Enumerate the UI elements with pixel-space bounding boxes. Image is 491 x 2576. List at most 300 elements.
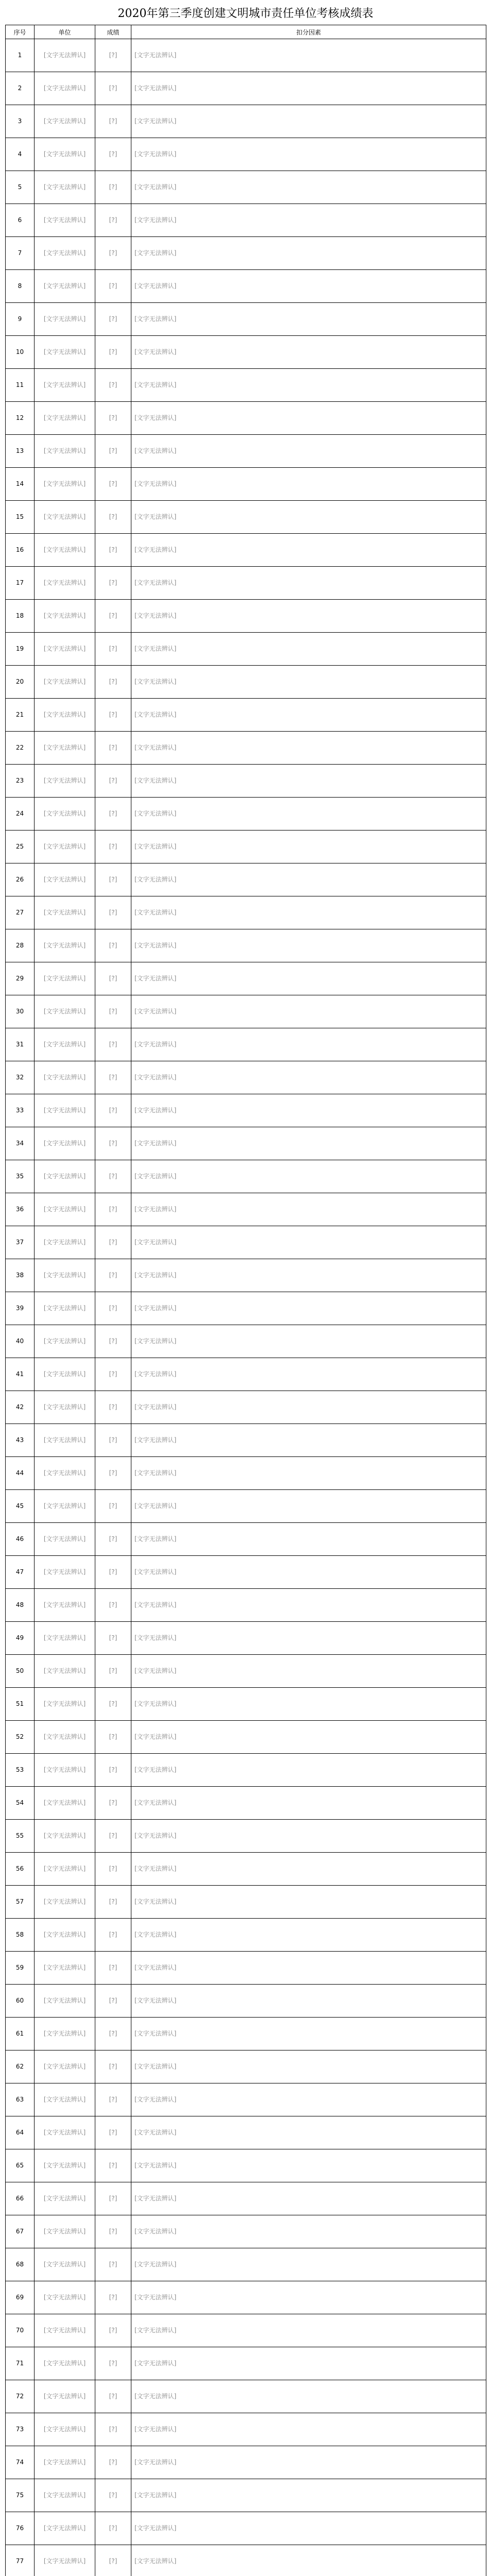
- table-row: [6, 1259, 486, 1292]
- cell-reason: [文字无法辨认]: [131, 995, 486, 1028]
- cell-unit: [文字无法辨认]: [35, 1292, 95, 1325]
- cell-reason: [文字无法辨认]: [131, 1094, 486, 1127]
- cell-unit: [文字无法辨认]: [35, 1226, 95, 1259]
- cell-unit: [文字无法辨认]: [35, 39, 95, 72]
- cell-score: [?]: [95, 1259, 131, 1292]
- cell-reason: [文字无法辨认]: [131, 600, 486, 633]
- cell-no: 76: [6, 2512, 35, 2545]
- cell-unit: [文字无法辨认]: [35, 2314, 95, 2347]
- cell-unit: [文字无法辨认]: [35, 303, 95, 336]
- cell-unit: [文字无法辨认]: [35, 402, 95, 435]
- cell-no: 36: [6, 1193, 35, 1226]
- cell-unit: [文字无法辨认]: [35, 1688, 95, 1721]
- cell-no: 24: [6, 798, 35, 831]
- cell-no: 54: [6, 1787, 35, 1820]
- table-row: [6, 1787, 486, 1820]
- cell-reason: [文字无法辨认]: [131, 1721, 486, 1754]
- cell-no: 64: [6, 2116, 35, 2149]
- cell-score: [?]: [95, 1853, 131, 1886]
- cell-reason: [文字无法辨认]: [131, 2380, 486, 2413]
- cell-no: 21: [6, 699, 35, 732]
- cell-unit: [文字无法辨认]: [35, 1919, 95, 1952]
- cell-unit: [文字无法辨认]: [35, 72, 95, 105]
- cell-reason: [文字无法辨认]: [131, 2018, 486, 2050]
- cell-unit: [文字无法辨认]: [35, 171, 95, 204]
- cell-no: 1: [6, 39, 35, 72]
- table-row: [6, 270, 486, 303]
- cell-unit: [文字无法辨认]: [35, 468, 95, 501]
- table-row: [6, 2149, 486, 2182]
- cell-score: [?]: [95, 567, 131, 600]
- cell-score: [?]: [95, 2149, 131, 2182]
- cell-reason: [文字无法辨认]: [131, 2116, 486, 2149]
- table-row: [6, 1358, 486, 1391]
- table-row: [6, 1028, 486, 1061]
- cell-reason: [文字无法辨认]: [131, 303, 486, 336]
- cell-reason: [文字无法辨认]: [131, 2545, 486, 2576]
- cell-reason: [文字无法辨认]: [131, 1886, 486, 1919]
- table-row: [6, 666, 486, 699]
- cell-score: [?]: [95, 1490, 131, 1523]
- cell-no: 28: [6, 929, 35, 962]
- header-reason: 扣分因素: [131, 25, 486, 39]
- table-row: [6, 435, 486, 468]
- cell-reason: [文字无法辨认]: [131, 501, 486, 534]
- cell-no: 45: [6, 1490, 35, 1523]
- cell-score: [?]: [95, 2281, 131, 2314]
- cell-reason: [文字无法辨认]: [131, 138, 486, 171]
- cell-reason: [文字无法辨认]: [131, 2215, 486, 2248]
- cell-no: 35: [6, 1160, 35, 1193]
- table-row: [6, 72, 486, 105]
- table-row: [6, 1094, 486, 1127]
- cell-score: [?]: [95, 831, 131, 863]
- cell-no: 27: [6, 896, 35, 929]
- cell-reason: [文字无法辨认]: [131, 369, 486, 402]
- cell-reason: [文字无法辨认]: [131, 831, 486, 863]
- cell-score: [?]: [95, 1193, 131, 1226]
- table-row: [6, 501, 486, 534]
- cell-unit: [文字无法辨认]: [35, 1523, 95, 1556]
- cell-reason: [文字无法辨认]: [131, 863, 486, 896]
- cell-no: 69: [6, 2281, 35, 2314]
- cell-no: 29: [6, 962, 35, 995]
- table-row: [6, 2545, 486, 2576]
- cell-no: 18: [6, 600, 35, 633]
- cell-no: 34: [6, 1127, 35, 1160]
- cell-no: 11: [6, 369, 35, 402]
- cell-score: [?]: [95, 962, 131, 995]
- cell-reason: [文字无法辨认]: [131, 1688, 486, 1721]
- cell-no: 51: [6, 1688, 35, 1721]
- table-row: [6, 171, 486, 204]
- cell-no: 37: [6, 1226, 35, 1259]
- table-row: [6, 204, 486, 237]
- cell-reason: [文字无法辨认]: [131, 1358, 486, 1391]
- cell-unit: [文字无法辨认]: [35, 1820, 95, 1853]
- table-row: [6, 2512, 486, 2545]
- cell-score: [?]: [95, 72, 131, 105]
- cell-no: 63: [6, 2083, 35, 2116]
- table-row: [6, 2281, 486, 2314]
- cell-reason: [文字无法辨认]: [131, 2512, 486, 2545]
- cell-score: [?]: [95, 105, 131, 138]
- cell-reason: [文字无法辨认]: [131, 1391, 486, 1424]
- cell-unit: [文字无法辨认]: [35, 2182, 95, 2215]
- cell-score: [?]: [95, 2116, 131, 2149]
- cell-no: 62: [6, 2050, 35, 2083]
- cell-unit: [文字无法辨认]: [35, 995, 95, 1028]
- cell-unit: [文字无法辨认]: [35, 2215, 95, 2248]
- cell-score: [?]: [95, 39, 131, 72]
- cell-reason: [文字无法辨认]: [131, 2050, 486, 2083]
- cell-reason: [文字无法辨认]: [131, 2413, 486, 2446]
- cell-reason: [文字无法辨认]: [131, 1919, 486, 1952]
- cell-no: 77: [6, 2545, 35, 2576]
- cell-score: [?]: [95, 1919, 131, 1952]
- cell-reason: [文字无法辨认]: [131, 2083, 486, 2116]
- table-row: [6, 2380, 486, 2413]
- cell-unit: [文字无法辨认]: [35, 1457, 95, 1490]
- cell-score: [?]: [95, 1787, 131, 1820]
- cell-score: [?]: [95, 2479, 131, 2512]
- cell-score: [?]: [95, 204, 131, 237]
- cell-reason: [文字无法辨认]: [131, 962, 486, 995]
- cell-reason: [文字无法辨认]: [131, 1820, 486, 1853]
- cell-no: 71: [6, 2347, 35, 2380]
- cell-no: 43: [6, 1424, 35, 1457]
- cell-no: 8: [6, 270, 35, 303]
- cell-no: 31: [6, 1028, 35, 1061]
- cell-reason: [文字无法辨认]: [131, 2446, 486, 2479]
- cell-unit: [文字无法辨认]: [35, 765, 95, 798]
- cell-score: [?]: [95, 2545, 131, 2576]
- cell-reason: [文字无法辨认]: [131, 204, 486, 237]
- cell-unit: [文字无法辨认]: [35, 2413, 95, 2446]
- table-row: [6, 1193, 486, 1226]
- table-row: [6, 402, 486, 435]
- table-row: [6, 2347, 486, 2380]
- cell-unit: [文字无法辨认]: [35, 1556, 95, 1589]
- cell-no: 65: [6, 2149, 35, 2182]
- cell-reason: [文字无法辨认]: [131, 1325, 486, 1358]
- cell-no: 70: [6, 2314, 35, 2347]
- cell-no: 66: [6, 2182, 35, 2215]
- cell-unit: [文字无法辨认]: [35, 1490, 95, 1523]
- cell-reason: [文字无法辨认]: [131, 1424, 486, 1457]
- cell-unit: [文字无法辨认]: [35, 2149, 95, 2182]
- table-row: [6, 2116, 486, 2149]
- cell-unit: [文字无法辨认]: [35, 2512, 95, 2545]
- cell-score: [?]: [95, 1886, 131, 1919]
- cell-unit: [文字无法辨认]: [35, 1358, 95, 1391]
- table-row: [6, 2446, 486, 2479]
- cell-reason: [文字无法辨认]: [131, 435, 486, 468]
- cell-score: [?]: [95, 1688, 131, 1721]
- cell-unit: [文字无法辨认]: [35, 567, 95, 600]
- cell-no: 56: [6, 1853, 35, 1886]
- page-title: 2020年第三季度创建文明城市责任单位考核成绩表: [117, 7, 374, 20]
- cell-score: [?]: [95, 2248, 131, 2281]
- table-row: [6, 105, 486, 138]
- cell-reason: [文字无法辨认]: [131, 1985, 486, 2018]
- cell-score: [?]: [95, 1589, 131, 1622]
- table-row: [6, 2050, 486, 2083]
- table-header-row: [6, 25, 486, 39]
- cell-no: 50: [6, 1655, 35, 1688]
- cell-no: 2: [6, 72, 35, 105]
- cell-unit: [文字无法辨认]: [35, 2545, 95, 2576]
- cell-score: [?]: [95, 1721, 131, 1754]
- cell-no: 75: [6, 2479, 35, 2512]
- cell-reason: [文字无法辨认]: [131, 1226, 486, 1259]
- cell-no: 60: [6, 1985, 35, 2018]
- table-row: [6, 1292, 486, 1325]
- cell-unit: [文字无法辨认]: [35, 633, 95, 666]
- cell-no: 19: [6, 633, 35, 666]
- cell-reason: [文字无法辨认]: [131, 171, 486, 204]
- cell-score: [?]: [95, 2215, 131, 2248]
- cell-score: [?]: [95, 1820, 131, 1853]
- cell-no: 10: [6, 336, 35, 369]
- table-row: [6, 1391, 486, 1424]
- table-row: [6, 2248, 486, 2281]
- table-row: [6, 2215, 486, 2248]
- cell-reason: [文字无法辨认]: [131, 1490, 486, 1523]
- cell-score: [?]: [95, 2347, 131, 2380]
- cell-score: [?]: [95, 1325, 131, 1358]
- cell-score: [?]: [95, 765, 131, 798]
- table-row: [6, 1424, 486, 1457]
- cell-unit: [文字无法辨认]: [35, 666, 95, 699]
- cell-reason: [文字无法辨认]: [131, 1952, 486, 1985]
- cell-no: 7: [6, 237, 35, 270]
- cell-score: [?]: [95, 666, 131, 699]
- cell-unit: [文字无法辨认]: [35, 798, 95, 831]
- cell-reason: [文字无法辨认]: [131, 468, 486, 501]
- cell-reason: [文字无法辨认]: [131, 1589, 486, 1622]
- cell-reason: [文字无法辨认]: [131, 237, 486, 270]
- cell-score: [?]: [95, 2018, 131, 2050]
- cell-no: 22: [6, 732, 35, 765]
- cell-reason: [文字无法辨认]: [131, 1061, 486, 1094]
- cell-no: 73: [6, 2413, 35, 2446]
- cell-score: [?]: [95, 1028, 131, 1061]
- cell-reason: [文字无法辨认]: [131, 2479, 486, 2512]
- cell-reason: [文字无法辨认]: [131, 1787, 486, 1820]
- table-row: [6, 1226, 486, 1259]
- cell-no: 47: [6, 1556, 35, 1589]
- cell-score: [?]: [95, 1061, 131, 1094]
- cell-unit: [文字无法辨认]: [35, 2281, 95, 2314]
- cell-unit: [文字无法辨认]: [35, 435, 95, 468]
- cell-no: 53: [6, 1754, 35, 1787]
- cell-score: [?]: [95, 171, 131, 204]
- cell-unit: [文字无法辨认]: [35, 270, 95, 303]
- cell-score: [?]: [95, 732, 131, 765]
- cell-score: [?]: [95, 1391, 131, 1424]
- cell-unit: [文字无法辨认]: [35, 2380, 95, 2413]
- cell-reason: [文字无法辨认]: [131, 699, 486, 732]
- cell-score: [?]: [95, 995, 131, 1028]
- cell-score: [?]: [95, 303, 131, 336]
- cell-unit: [文字无法辨认]: [35, 2083, 95, 2116]
- cell-unit: [文字无法辨认]: [35, 896, 95, 929]
- cell-score: [?]: [95, 1424, 131, 1457]
- cell-reason: [文字无法辨认]: [131, 1127, 486, 1160]
- cell-score: [?]: [95, 1754, 131, 1787]
- table-row: [6, 831, 486, 863]
- cell-reason: [文字无法辨认]: [131, 1028, 486, 1061]
- table-row: [6, 600, 486, 633]
- cell-score: [?]: [95, 1226, 131, 1259]
- cell-no: 6: [6, 204, 35, 237]
- cell-no: 52: [6, 1721, 35, 1754]
- cell-unit: [文字无法辨认]: [35, 600, 95, 633]
- cell-unit: [文字无法辨认]: [35, 1127, 95, 1160]
- cell-score: [?]: [95, 336, 131, 369]
- table-row: [6, 1820, 486, 1853]
- table-row: [6, 633, 486, 666]
- table-row: [6, 2182, 486, 2215]
- table-row: [6, 798, 486, 831]
- cell-unit: [文字无法辨认]: [35, 863, 95, 896]
- table-row: [6, 1160, 486, 1193]
- table-row: [6, 1589, 486, 1622]
- cell-reason: [文字无法辨认]: [131, 798, 486, 831]
- cell-score: [?]: [95, 1556, 131, 1589]
- table-row: [6, 468, 486, 501]
- cell-score: [?]: [95, 138, 131, 171]
- cell-unit: [文字无法辨认]: [35, 1259, 95, 1292]
- cell-reason: [文字无法辨认]: [131, 1655, 486, 1688]
- cell-reason: [文字无法辨认]: [131, 1523, 486, 1556]
- cell-unit: [文字无法辨认]: [35, 2446, 95, 2479]
- cell-no: 44: [6, 1457, 35, 1490]
- cell-unit: [文字无法辨认]: [35, 831, 95, 863]
- cell-no: 57: [6, 1886, 35, 1919]
- cell-score: [?]: [95, 435, 131, 468]
- cell-score: [?]: [95, 929, 131, 962]
- cell-unit: [文字无法辨认]: [35, 237, 95, 270]
- cell-reason: [文字无法辨认]: [131, 633, 486, 666]
- table-row: [6, 1985, 486, 2018]
- cell-reason: [文字无法辨认]: [131, 270, 486, 303]
- table-row: [6, 995, 486, 1028]
- cell-unit: [文字无法辨认]: [35, 1325, 95, 1358]
- cell-score: [?]: [95, 1985, 131, 2018]
- cell-no: 25: [6, 831, 35, 863]
- cell-reason: [文字无法辨认]: [131, 1292, 486, 1325]
- cell-reason: [文字无法辨认]: [131, 732, 486, 765]
- cell-no: 49: [6, 1622, 35, 1655]
- cell-unit: [文字无法辨认]: [35, 929, 95, 962]
- cell-no: 61: [6, 2018, 35, 2050]
- cell-score: [?]: [95, 1358, 131, 1391]
- cell-score: [?]: [95, 1094, 131, 1127]
- cell-no: 12: [6, 402, 35, 435]
- cell-reason: [文字无法辨认]: [131, 1193, 486, 1226]
- table-row: [6, 765, 486, 798]
- cell-unit: [文字无法辨认]: [35, 336, 95, 369]
- cell-score: [?]: [95, 2380, 131, 2413]
- header-unit: 单位: [35, 25, 95, 39]
- cell-no: 3: [6, 105, 35, 138]
- cell-no: 17: [6, 567, 35, 600]
- table-row: [6, 303, 486, 336]
- cell-unit: [文字无法辨认]: [35, 534, 95, 567]
- cell-no: 41: [6, 1358, 35, 1391]
- cell-reason: [文字无法辨认]: [131, 765, 486, 798]
- table-row: [6, 39, 486, 72]
- cell-no: 14: [6, 468, 35, 501]
- cell-unit: [文字无法辨认]: [35, 1886, 95, 1919]
- table-row: [6, 1061, 486, 1094]
- cell-no: 42: [6, 1391, 35, 1424]
- cell-reason: [文字无法辨认]: [131, 2182, 486, 2215]
- cell-no: 68: [6, 2248, 35, 2281]
- cell-no: 5: [6, 171, 35, 204]
- cell-no: 30: [6, 995, 35, 1028]
- cell-no: 38: [6, 1259, 35, 1292]
- cell-unit: [文字无法辨认]: [35, 1721, 95, 1754]
- table-row: [6, 1655, 486, 1688]
- cell-unit: [文字无法辨认]: [35, 204, 95, 237]
- cell-reason: [文字无法辨认]: [131, 1622, 486, 1655]
- cell-unit: [文字无法辨认]: [35, 2050, 95, 2083]
- table-row: [6, 1853, 486, 1886]
- cell-unit: [文字无法辨认]: [35, 962, 95, 995]
- table-row: [6, 1754, 486, 1787]
- cell-unit: [文字无法辨认]: [35, 1193, 95, 1226]
- table-row: [6, 369, 486, 402]
- cell-score: [?]: [95, 1160, 131, 1193]
- table-row: [6, 138, 486, 171]
- cell-unit: [文字无法辨认]: [35, 105, 95, 138]
- cell-score: [?]: [95, 2182, 131, 2215]
- cell-score: [?]: [95, 1457, 131, 1490]
- cell-reason: [文字无法辨认]: [131, 1259, 486, 1292]
- cell-unit: [文字无法辨认]: [35, 2116, 95, 2149]
- cell-unit: [文字无法辨认]: [35, 1622, 95, 1655]
- table-row: [6, 962, 486, 995]
- cell-no: 23: [6, 765, 35, 798]
- cell-unit: [文字无法辨认]: [35, 1424, 95, 1457]
- cell-reason: [文字无法辨认]: [131, 39, 486, 72]
- cell-no: 59: [6, 1952, 35, 1985]
- cell-score: [?]: [95, 896, 131, 929]
- cell-reason: [文字无法辨认]: [131, 72, 486, 105]
- cell-reason: [文字无法辨认]: [131, 896, 486, 929]
- header-score: 成绩: [95, 25, 131, 39]
- table-row: [6, 1523, 486, 1556]
- cell-score: [?]: [95, 402, 131, 435]
- cell-no: 16: [6, 534, 35, 567]
- table-row: [6, 2018, 486, 2050]
- table-row: [6, 237, 486, 270]
- cell-unit: [文字无法辨认]: [35, 501, 95, 534]
- cell-unit: [文字无法辨认]: [35, 1028, 95, 1061]
- cell-score: [?]: [95, 2446, 131, 2479]
- cell-unit: [文字无法辨认]: [35, 1787, 95, 1820]
- cell-unit: [文字无法辨认]: [35, 1952, 95, 1985]
- cell-no: 58: [6, 1919, 35, 1952]
- table-row: [6, 1556, 486, 1589]
- table-row: [6, 1622, 486, 1655]
- cell-reason: [文字无法辨认]: [131, 929, 486, 962]
- cell-score: [?]: [95, 534, 131, 567]
- cell-no: 26: [6, 863, 35, 896]
